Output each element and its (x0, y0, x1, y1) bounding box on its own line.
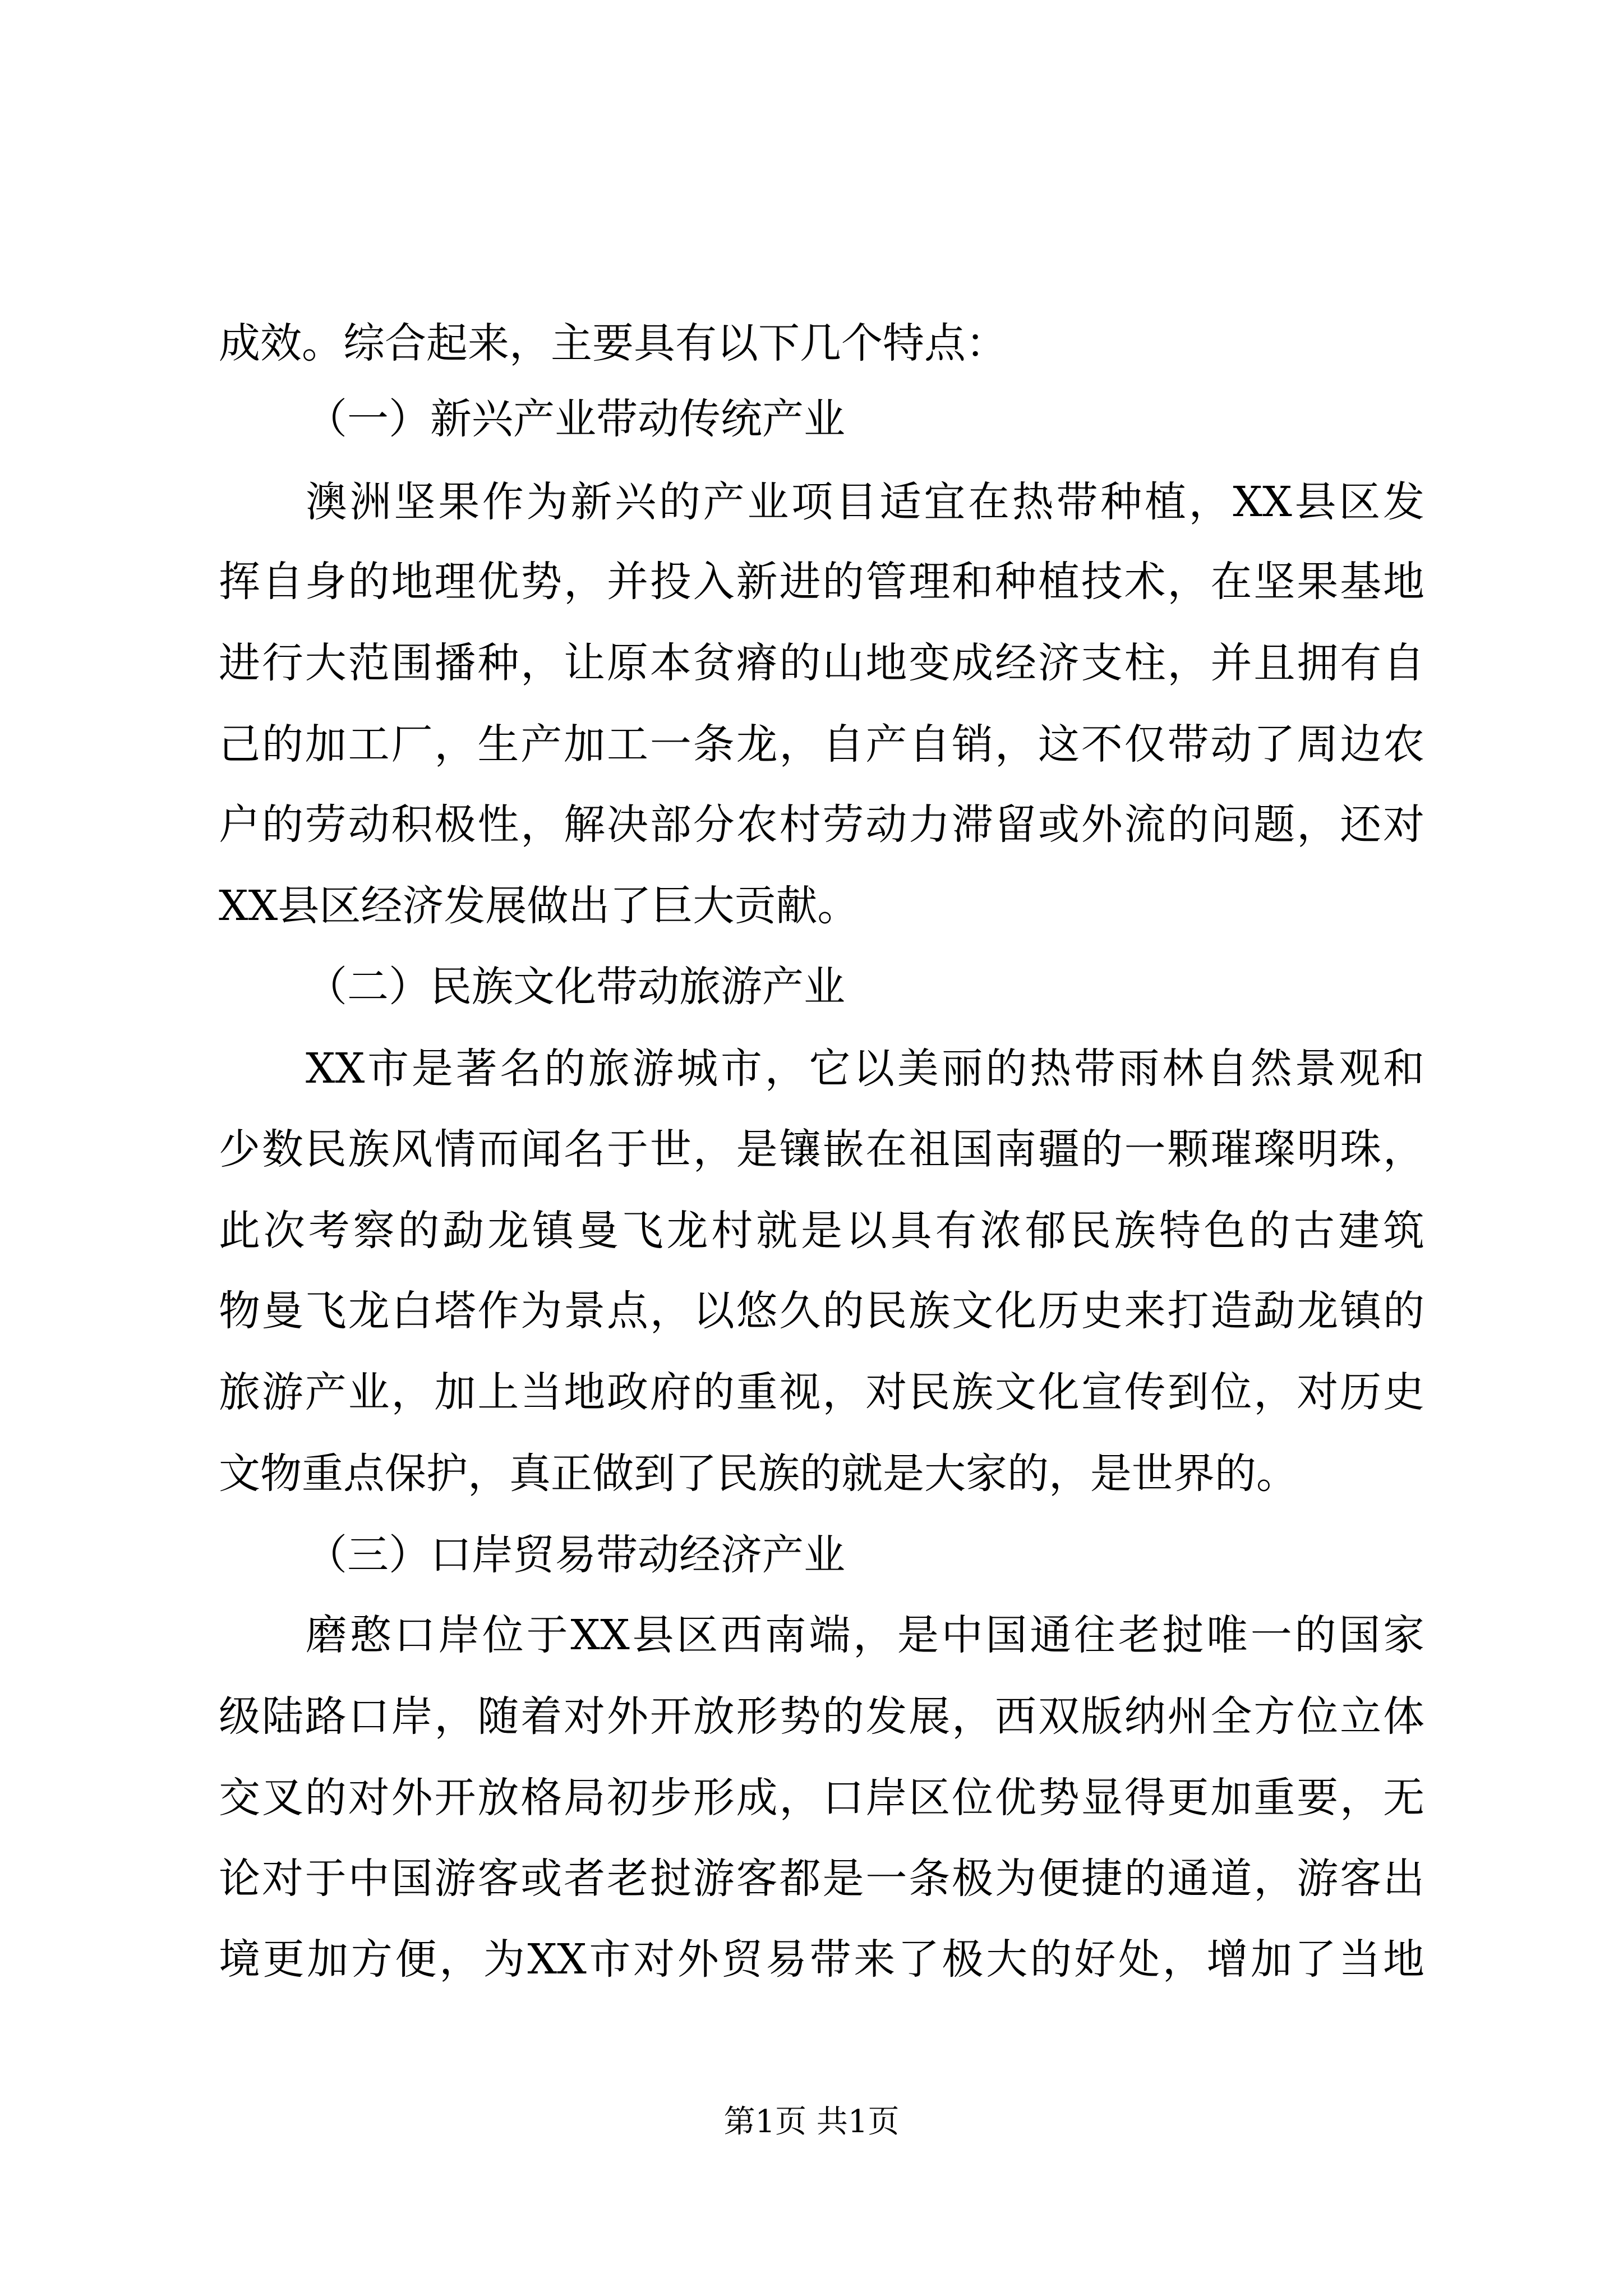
body-line: 户的劳动积极性，解决部分农村劳动力滞留或外流的问题，还对 (219, 800, 1424, 849)
paragraph-first-line: 澳洲坚果作为新兴的产业项目适宜在热带种植，XX县区发 (306, 478, 1424, 526)
body-line: 交叉的对外开放格局初步形成，口岸区位优势显得更加重要，无 (219, 1774, 1424, 1822)
body-line: 旅游产业，加上当地政府的重视，对民族文化宣传到位，对历史 (219, 1368, 1424, 1416)
section-heading: （三）口岸贸易带动经济产业 (306, 1531, 845, 1579)
body-line: 论对于中国游客或者老挝游客都是一条极为便捷的通道，游客出 (219, 1855, 1424, 1903)
body-line: 境更加方便，为XX市对外贸易带来了极大的好处，增加了当地 (219, 1935, 1424, 1984)
body-line: 成效。综合起来，主要具有以下几个特点： (219, 319, 1007, 367)
body-line: 进行大范围播种，让原本贫瘠的山地变成经济支柱，并且拥有自 (219, 639, 1424, 687)
page-footer: 第1页 共1页 (723, 2104, 900, 2140)
body-line: 级陆路口岸，随着对外开放形势的发展，西双版纳州全方位立体 (219, 1692, 1424, 1741)
paragraph-first-line: 磨憨口岸位于XX县区西南端，是中国通往老挝唯一的国家 (306, 1611, 1424, 1659)
body-line: 此次考察的勐龙镇曼飞龙村就是以具有浓郁民族特色的古建筑 (219, 1207, 1424, 1255)
body-line: 挥自身的地理优势，并投入新进的管理和种植技术，在坚果基地 (219, 558, 1424, 606)
body-line: 物曼飞龙白塔作为景点，以悠久的民族文化历史来打造勐龙镇的 (219, 1287, 1424, 1335)
body-line: XX县区经济发展做出了巨大贡献。 (219, 882, 859, 930)
body-line: 己的加工厂，生产加工一条龙，自产自销，这不仅带动了周边农 (219, 720, 1424, 769)
body-line: 少数民族风情而闻名于世，是镶嵌在祖国南疆的一颗璀璨明珠， (219, 1125, 1424, 1174)
body-line: 文物重点保护，真正做到了民族的就是大家的，是世界的。 (219, 1450, 1298, 1498)
section-heading: （二）民族文化带动旅游产业 (306, 963, 845, 1011)
paragraph-first-line: XX市是著名的旅游城市，它以美丽的热带雨林自然景观和 (306, 1045, 1424, 1093)
section-heading: （一）新兴产业带动传统产业 (306, 395, 845, 443)
